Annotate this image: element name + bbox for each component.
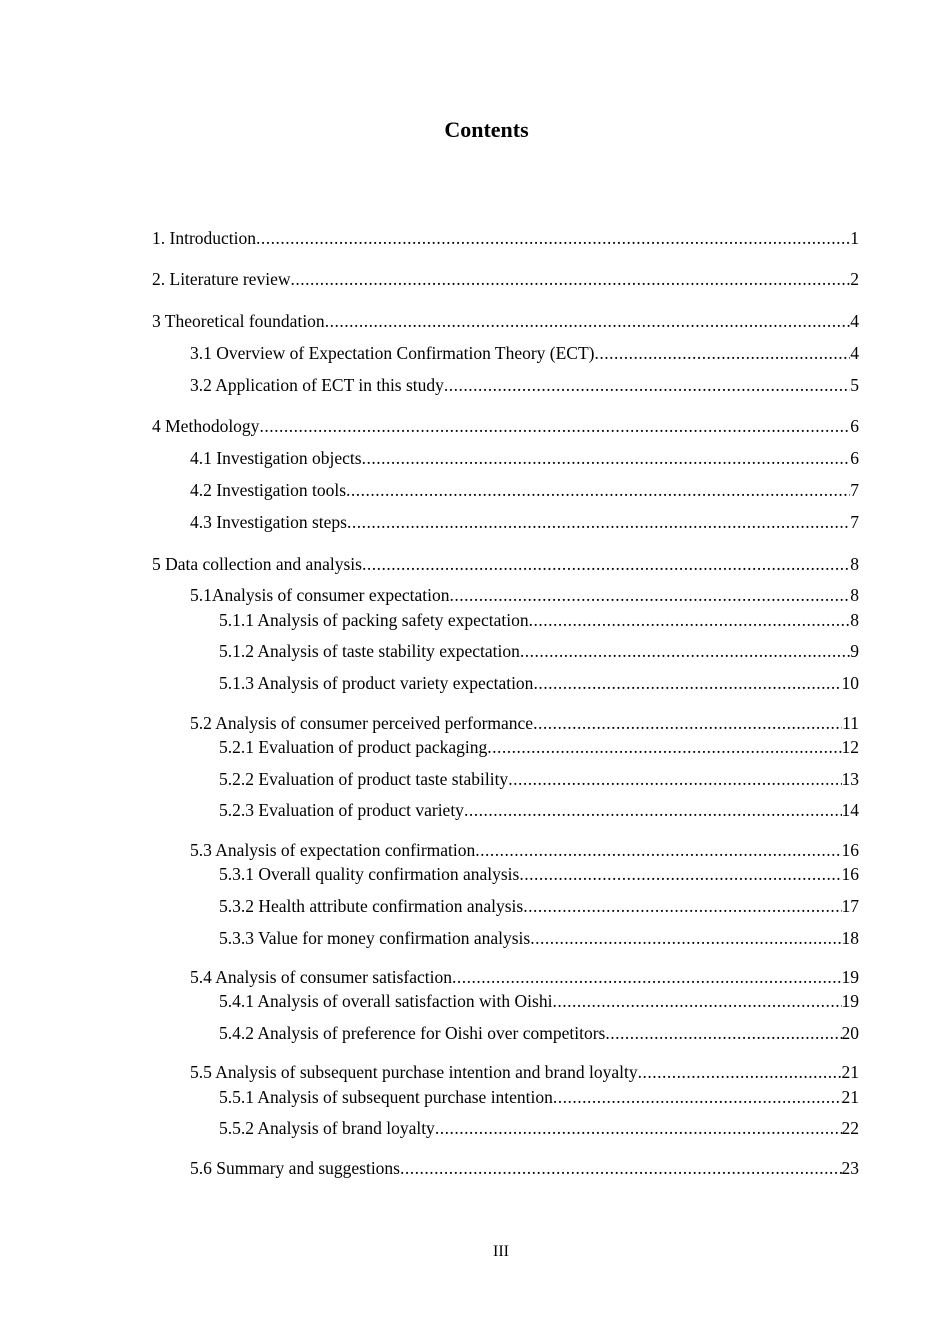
toc-entry-label: 5.1Analysis of consumer expectation (190, 585, 450, 605)
toc-entry-label: 5.3 Analysis of expectation confirmation (190, 840, 476, 860)
toc-entry-label: 5.4.2 Analysis of preference for Oishi over competitors (219, 1023, 606, 1043)
toc-entry-label: 5.1.1 Analysis of packing safety expectation (219, 610, 529, 630)
toc-entry[interactable] (190, 479, 859, 501)
toc-leader-dots (347, 511, 850, 533)
toc-entry[interactable] (219, 609, 859, 631)
toc-entry-page: 17 (841, 896, 859, 916)
toc-entry[interactable] (152, 268, 859, 290)
toc-entry-page: 1 (850, 228, 859, 248)
toc-entry-page: 12 (841, 737, 859, 757)
toc-entry[interactable] (219, 863, 859, 885)
toc-entry[interactable] (190, 511, 859, 533)
toc-entry-label: 4 Methodology (152, 416, 260, 436)
toc-entry[interactable] (190, 1061, 859, 1083)
toc-entry-label: 5.3.1 Overall quality confirmation analysis (219, 864, 520, 884)
toc-entry[interactable] (152, 310, 859, 332)
toc-entry-page: 20 (841, 1023, 859, 1043)
toc-leader-dots (530, 927, 841, 949)
toc-leader-dots (595, 342, 851, 364)
toc-leader-dots (475, 839, 841, 861)
toc-entry-page: 2 (850, 269, 859, 289)
toc-entry[interactable] (219, 736, 859, 758)
toc-entry-page: 4 (850, 311, 859, 331)
page-title: Contents (444, 117, 529, 142)
toc-entry-label: 5.5.2 Analysis of brand loyalty (219, 1118, 435, 1138)
toc-entry-page: 19 (841, 991, 859, 1011)
toc-entry-label: 5.2 Analysis of consumer perceived performance (190, 713, 534, 733)
toc-entry-page: 6 (850, 416, 859, 436)
toc-leader-dots (256, 227, 850, 249)
toc-entry-label: 2. Literature review (152, 269, 291, 289)
toc-entry-label: 5.3.2 Health attribute confirmation analysis (219, 896, 524, 916)
toc-entry[interactable] (152, 553, 859, 575)
toc-leader-dots (452, 966, 842, 988)
toc-leader-dots (533, 672, 841, 694)
toc-entry-label: 5.2.3 Evaluation of product variety (219, 800, 464, 820)
toc-leader-dots (508, 768, 841, 790)
toc-entry-label: 5.1.2 Analysis of taste stability expectation (219, 641, 520, 661)
toc-entry-label: 3 Theoretical foundation (152, 311, 325, 331)
toc-entry-label: 3.2 Application of ECT in this study (190, 375, 444, 395)
toc-entry-page: 9 (850, 641, 859, 661)
toc-entry-page: 5 (850, 375, 859, 395)
toc-leader-dots (523, 895, 841, 917)
toc-entry[interactable] (219, 672, 859, 694)
toc-entry[interactable] (190, 712, 859, 734)
toc-entry[interactable] (219, 990, 859, 1012)
toc-entry-label: 1. Introduction (152, 228, 257, 248)
toc-entry-label: 5.2.2 Evaluation of product taste stability (219, 769, 509, 789)
toc-entry-page: 21 (841, 1062, 859, 1082)
page-number: III (493, 1243, 509, 1260)
toc-entry-page: 23 (841, 1158, 859, 1178)
toc-entry-page: 4 (850, 343, 859, 363)
toc-leader-dots (362, 447, 851, 469)
toc-leader-dots (519, 863, 841, 885)
toc-entry-label: 5.2.1 Evaluation of product packaging (219, 737, 488, 757)
toc-entry-label: 5.3.3 Value for money confirmation analysis (219, 928, 531, 948)
toc-entry[interactable] (190, 966, 859, 988)
toc-entry-label: 5 Data collection and analysis (152, 554, 362, 574)
toc-entry-label: 3.1 Overview of Expectation Confirmation Theory (ECT) (190, 343, 595, 363)
toc-entry-page: 18 (841, 928, 859, 948)
toc-entry[interactable] (190, 342, 859, 364)
toc-entry-page: 7 (850, 512, 859, 532)
toc-entry-label: 4.1 Investigation objects (190, 448, 362, 468)
toc-entry[interactable] (219, 1086, 859, 1108)
toc-entry-label: 5.5.1 Analysis of subsequent purchase intention (219, 1087, 553, 1107)
toc-entry-label: 5.5 Analysis of subsequent purchase intention and brand loyalty (190, 1062, 638, 1082)
toc-entry-page: 6 (850, 448, 859, 468)
toc-leader-dots (290, 268, 850, 290)
toc-leader-dots (605, 1022, 841, 1044)
toc-entry[interactable] (219, 799, 859, 821)
toc-entry-page: 8 (850, 610, 859, 630)
toc-entry[interactable] (190, 1157, 859, 1179)
toc-entry-page: 8 (850, 585, 859, 605)
toc-entry-label: 5.4.1 Analysis of overall satisfaction with Oishi (219, 991, 553, 1011)
toc-entry-label: 4.3 Investigation steps (190, 512, 347, 532)
toc-entry-label: 5.4 Analysis of consumer satisfaction (190, 967, 452, 987)
toc-entry[interactable] (152, 415, 859, 437)
toc-leader-dots (464, 799, 842, 821)
toc-entry[interactable] (190, 447, 859, 469)
toc-leader-dots (552, 990, 841, 1012)
toc-entry-label: 4.2 Investigation tools (190, 480, 347, 500)
toc-entry-page: 13 (841, 769, 859, 789)
toc-leader-dots (325, 310, 851, 332)
toc-entry[interactable] (219, 1022, 859, 1044)
toc-entry-page: 14 (841, 800, 859, 820)
toc-entry[interactable] (219, 895, 859, 917)
toc-entry-page: 8 (850, 554, 859, 574)
toc-entry-page: 21 (841, 1087, 859, 1107)
toc-leader-dots (259, 415, 850, 437)
toc-entry-page: 19 (841, 967, 859, 987)
toc-entry-label: 5.1.3 Analysis of product variety expectation (219, 673, 534, 693)
toc-entry-label: 5.6 Summary and suggestions (190, 1158, 400, 1178)
toc-leader-dots (400, 1157, 842, 1179)
toc-leader-dots (435, 1117, 842, 1139)
toc-leader-dots (533, 712, 842, 734)
toc-entry[interactable] (219, 640, 859, 662)
toc-entry[interactable] (152, 227, 859, 249)
toc-entry-page: 11 (842, 713, 859, 733)
toc-entry[interactable] (190, 839, 859, 861)
toc-leader-dots (487, 736, 841, 758)
toc-leader-dots (553, 1086, 842, 1108)
toc-entry[interactable] (219, 768, 859, 790)
toc-entry-page: 10 (841, 673, 859, 693)
toc-entry[interactable] (190, 584, 859, 606)
toc-entry[interactable] (190, 374, 859, 396)
toc-leader-dots (638, 1061, 842, 1083)
toc-entry-page: 16 (841, 864, 859, 884)
toc-entry[interactable] (219, 927, 859, 949)
toc-entry[interactable] (219, 1117, 859, 1139)
toc-leader-dots (450, 584, 851, 606)
toc-leader-dots (444, 374, 850, 396)
toc-leader-dots (346, 479, 850, 501)
toc-entry-page: 16 (841, 840, 859, 860)
toc-leader-dots (362, 553, 850, 575)
toc-leader-dots (520, 640, 850, 662)
toc-entry-page: 7 (850, 480, 859, 500)
toc-leader-dots (529, 609, 851, 631)
toc-entry-page: 22 (841, 1118, 859, 1138)
